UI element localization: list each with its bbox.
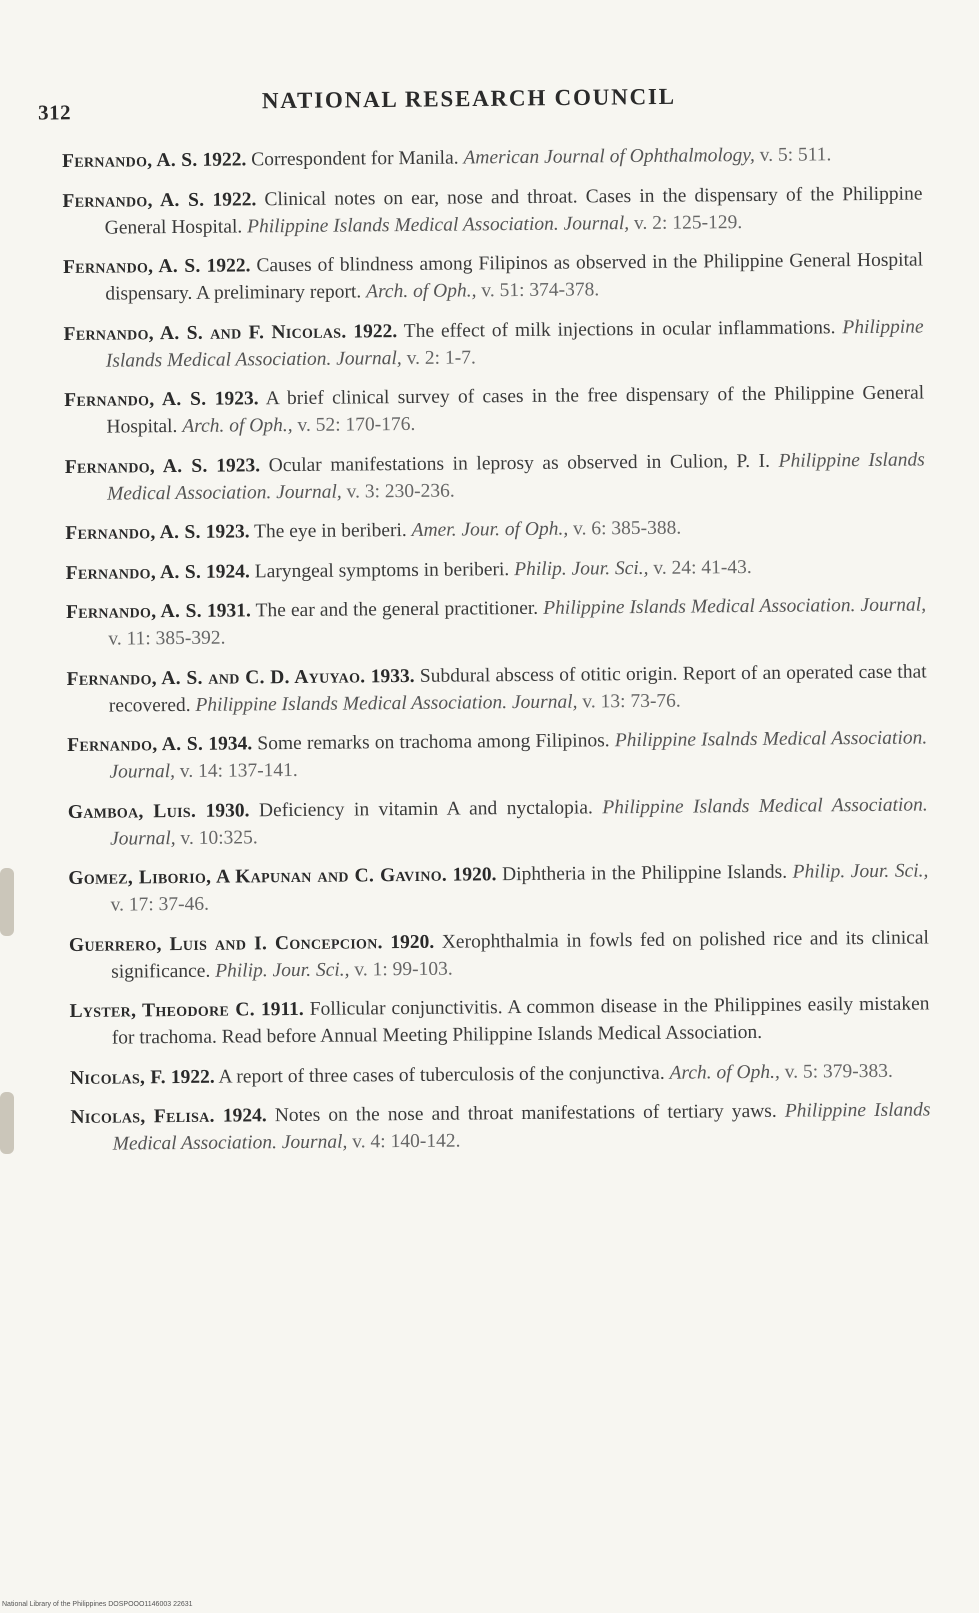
bibliography-entry <box>62 180 922 242</box>
entry-journal: Philippine Islands Medical Association. Journal, <box>109 793 928 850</box>
entry-year: 1923. <box>205 521 250 543</box>
entry-title: Laryngeal symptoms in beriberi. <box>254 558 510 582</box>
bibliography-entry <box>67 658 927 720</box>
entry-author: Fernando, A. S. <box>64 455 208 478</box>
entry-journal: Amer. Jour. of Oph., <box>411 518 569 541</box>
entry-author: Fernando, A. S. <box>62 189 205 212</box>
entry-citation: v. 14: 137-141. <box>179 759 298 782</box>
entry-author: Guerrero, Luis and I. Concepcion. <box>68 931 383 956</box>
entry-year: 1931. <box>206 600 251 622</box>
entry-journal: Philippine Islands Medical Association. Journal, <box>543 594 927 619</box>
entry-title: Correspondent for Manila. <box>251 147 459 171</box>
entry-citation: v. 4: 140-142. <box>352 1130 461 1153</box>
entry-author: Fernando, A. S. <box>67 733 204 756</box>
bibliography-entry <box>68 791 928 853</box>
entry-citation: v. 2: 125-129. <box>633 211 743 234</box>
entry-year: 1924. <box>205 560 250 583</box>
entry-year: 1920. <box>390 931 435 953</box>
entry-author: Fernando, A. S. and F. Nicolas. <box>63 321 347 345</box>
bibliography-entry <box>68 857 928 919</box>
scan-footer-note: National Library of the Philippines DOSPOOO1146003 22631 <box>2 1601 193 1608</box>
bibliography-entry <box>69 924 929 986</box>
entry-year: 1922. <box>170 1066 215 1088</box>
bibliography-entry <box>66 591 926 653</box>
entry-citation: v. 11: 385-392. <box>108 627 226 650</box>
bibliography-entry <box>70 1096 930 1158</box>
bibliography-entry <box>67 724 927 786</box>
entry-title: The eye in beriberi. <box>253 520 407 543</box>
entry-journal: Philippine Islands Medical Association. Journal, <box>247 212 630 237</box>
entry-title: Ocular manifestations in leprosy as observed in Culion, P. I. <box>268 450 771 476</box>
entry-author: Fernando, A. S. <box>62 255 201 278</box>
entry-citation: v. 52: 170-176. <box>297 413 416 436</box>
entry-title: The ear and the general practitioner. <box>255 597 539 622</box>
entry-title: Causes of blindness among Filipinos as observed in the Philippine General Hospital dispensary. A preliminary report. <box>105 249 924 305</box>
entry-year: 1922. <box>353 320 398 342</box>
entry-citation: v. 1: 99-103. <box>354 958 453 980</box>
bibliography-entry <box>64 313 924 375</box>
entry-author: Fernando, A. S. <box>65 561 202 584</box>
entry-title: Follicular conjunctivitis. A common disease in the Philippines easily mistaken for trachoma. Read before Annual Meeting Philippine Islands Medical Association. <box>111 993 930 1049</box>
entry-journal: Philippine Islands Medical Association. Journal, <box>105 315 924 372</box>
entry-year: 1923. <box>214 388 259 410</box>
entry-title: A brief clinical survey of cases in the free dispensary of the Philippine General Hospital. <box>106 382 925 438</box>
entry-author: Fernando, A. S. <box>62 149 198 172</box>
entry-journal: Arch. of Oph., <box>366 280 477 303</box>
entry-citation: v. 5: 511. <box>759 144 832 166</box>
bibliography-entry <box>62 140 922 175</box>
entry-journal: Arch. of Oph., <box>182 414 293 437</box>
entry-author: Fernando, A. S. <box>65 600 202 623</box>
entry-citation: v. 13: 73-76. <box>582 690 681 712</box>
entry-citation: v. 10:325. <box>180 826 258 849</box>
entry-author: Fernando, A. S. <box>64 388 207 411</box>
entry-title: Diphtheria in the Philippine Islands. <box>501 861 788 886</box>
entry-year: 1922. <box>206 255 251 277</box>
binding-mark-top <box>0 868 14 936</box>
entry-year: 1923. <box>216 454 261 477</box>
entry-citation: v. 6: 385-388. <box>572 517 682 540</box>
bibliography-entry <box>63 246 923 308</box>
bibliography-entry <box>64 379 924 441</box>
bibliography-entry <box>66 552 926 587</box>
entry-year: 1924. <box>222 1105 267 1127</box>
entry-title: Xerophthalmia in fowls fed on polished rice and its clinical significance. <box>111 926 930 983</box>
entry-author: Fernando, A. S. <box>65 521 201 544</box>
entry-journal: American Journal of Ophthalmology, <box>463 144 755 169</box>
entry-journal: Philippine Islands Medical Association. Journal, <box>106 448 925 505</box>
page-number: 312 <box>37 100 72 125</box>
entry-year: 1911. <box>260 998 304 1021</box>
entry-journal: Philip. Jour. Sci., <box>514 557 649 580</box>
entry-year: 1934. <box>208 733 253 755</box>
entry-author: Nicolas, F. <box>70 1066 167 1089</box>
binding-mark-bottom <box>0 1092 14 1154</box>
bibliography-entry <box>69 990 929 1052</box>
entry-title: Notes on the nose and throat manifestations of tertiary yaws. <box>274 1100 777 1127</box>
running-title: NATIONAL RESEARCH COUNCIL <box>261 83 676 114</box>
entry-year: 1930. <box>205 799 250 822</box>
bibliography-entry <box>65 512 925 547</box>
entry-citation: v. 3: 230-236. <box>346 480 455 503</box>
bibliography-list <box>62 140 931 1170</box>
entry-title: Some remarks on trachoma among Filipinos. <box>257 730 610 755</box>
entry-author: Lyster, Theodore C. <box>69 999 256 1022</box>
bibliography-entry <box>65 446 925 508</box>
entry-journal: Philip. Jour. Sci., <box>215 959 350 982</box>
entry-title: Clinical notes on ear, nose and throat. Cases in the dispensary of the Philippine General Hospital. <box>104 182 923 239</box>
entry-year: 1922. <box>212 188 257 211</box>
entry-year: 1922. <box>202 149 247 171</box>
entry-year: 1933. <box>370 665 415 687</box>
page-header <box>38 81 908 130</box>
entry-year: 1920. <box>452 864 497 886</box>
entry-journal: Philippine Islands Medical Association. Journal, <box>112 1099 931 1155</box>
entry-author: Gamboa, Luis. <box>67 800 197 823</box>
entry-citation: v. 5: 379-383. <box>784 1060 893 1083</box>
entry-author: Gomez, Liborio, A Kapunan and C. Gavino. <box>68 864 448 889</box>
bibliography-entry <box>70 1057 930 1092</box>
entry-author: Nicolas, Felisa. <box>70 1105 215 1128</box>
entry-citation: v. 2: 1-7. <box>406 346 476 369</box>
entry-citation: v. 24: 41-43. <box>653 556 752 579</box>
entry-title: The effect of milk injections in ocular inflammations. <box>403 316 836 342</box>
entry-citation: v. 17: 37-46. <box>110 893 210 916</box>
entry-title: Subdural abscess of otitic origin. Report of an operated case that recovered. <box>108 660 927 717</box>
entry-author: Fernando, A. S. and C. D. Ayuyao. <box>66 665 366 690</box>
entry-journal: Philippine Islands Medical Association. Journal, <box>195 691 578 716</box>
entry-journal: Philip. Jour. Sci., <box>792 860 929 883</box>
entry-journal: Philippine Isalnds Medical Association. Journal, <box>109 727 928 783</box>
entry-journal: Arch. of Oph., <box>669 1061 780 1084</box>
entry-citation: v. 51: 374-378. <box>481 279 600 302</box>
entry-title: A report of three cases of tuberculosis of the conjunctiva. <box>218 1062 665 1088</box>
entry-title: Deficiency in vitamin A and nyctalopia. <box>258 796 593 821</box>
